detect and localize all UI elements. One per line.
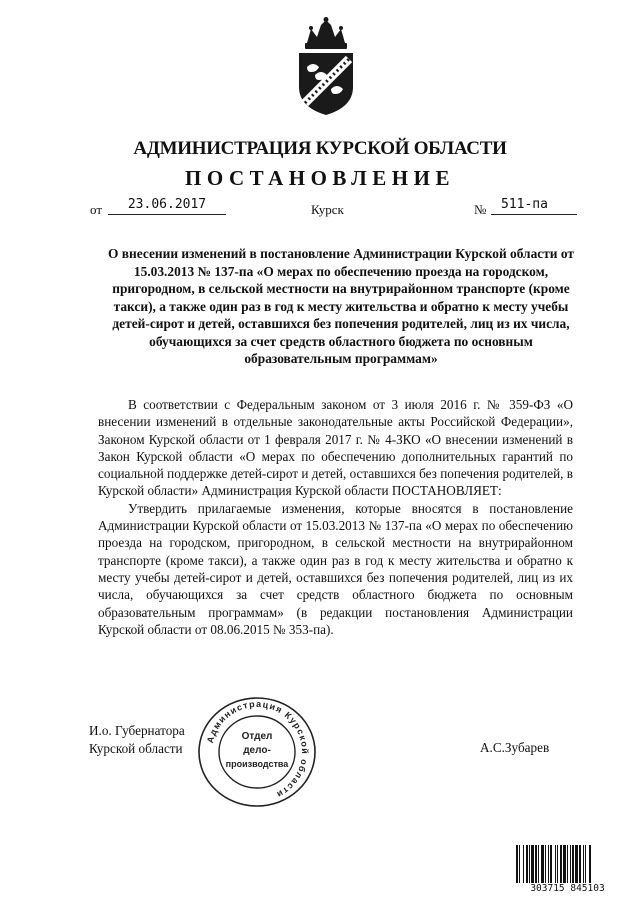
barcode-bar [560, 845, 562, 885]
barcode-bar [545, 845, 546, 885]
barcode-bar [579, 845, 581, 885]
barcode-bar [583, 845, 584, 885]
barcode-bar [516, 845, 518, 885]
barcode-bar [548, 845, 549, 885]
barcode-bar [557, 845, 558, 885]
document-date: 23.06.2017 [108, 196, 226, 215]
stamp-center-line-2: дело- [243, 745, 271, 756]
barcode-bar [535, 845, 537, 885]
stamp-center-line-3: производства [225, 759, 289, 769]
stamp-center-line-1: Отдел [241, 731, 273, 742]
stamp-ring-path-text: Администрация Курской области [204, 698, 311, 801]
barcode-bar [567, 845, 568, 885]
barcode-bar [572, 845, 574, 885]
barcode-bar [563, 845, 566, 885]
organization-title: АДМИНИСТРАЦИЯ КУРСКОЙ ОБЛАСТИ [133, 138, 507, 159]
barcode-bar [555, 845, 556, 885]
barcode-bar [585, 845, 586, 885]
document-place: Курск [311, 202, 344, 217]
barcode-bar [570, 845, 571, 885]
barcode-bar [541, 845, 544, 885]
signature-title [89, 722, 185, 757]
barcode-bar [550, 845, 552, 885]
barcode-bar [589, 845, 591, 885]
document-type-title: ПОСТАНОВЛЕНИЕ [185, 166, 455, 190]
coat-of-arms-emblem [293, 17, 359, 117]
signature-title-line-2: Курской области [89, 740, 183, 756]
body-paragraph-2: Утвердить прилагаемые изменения, которые вносятся в постановление Администрации Курской области от 15.03.2013 № 137-па «О мерах по обеспечению проезда на городском, пригородном, в сельской местности на внутрирайонном транспорте (кроме такси), а также один раз в год к месту жительства и обратно к месту учебы детей-сирот и детей, оставшихся без попечения родителей, лиц из их числа, обучающихся за счет средств областного бюджета по основным образовательным программам» (в редакции постановления Администрации Курской области от 08.06.2015 № 353-па). [98, 500, 573, 637]
barcode-bar [519, 845, 520, 885]
barcode-bar [531, 845, 534, 885]
barcode-bar [523, 845, 524, 885]
document-number: 511-па [491, 196, 577, 215]
signer-name: А.С.Зубарев [480, 740, 550, 755]
crown-icon [305, 17, 347, 49]
barcode-number: 303715 845103 [515, 883, 620, 894]
number-prefix: № [474, 202, 487, 217]
body-paragraph-1: В соответствии с Федеральным законом от 3 июля 2016 г. № 359-ФЗ «О внесении изменений в отдельные законодательные акты Российской Федерации», Законом Курской области от 1 февраля 2017 г. № 4-ЗКО «О внесении изменений в Закон Курской области «О мерах по обеспечению дополнительных гарантий по социальной поддержке детей-сирот и детей, оставшихся без попечения родителей, в Курской области» Администрация Курской области ПОСТАНОВЛЯЕТ: [98, 397, 573, 499]
date-prefix: от [90, 202, 103, 217]
document-subject: О внесении изменений в постановление Администрации Курской области от 15.03.2013 № 137-па «О мерах по обеспечению проезда на городском, пригородном, в сельской местности на внутрирайонном транспорте (кроме такси), а также один раз в год к месту жительства и обратно к месту учебы детей-сирот и детей, оставшихся без попечения родителей, лиц из их числа, обучающихся за счет средств областного бюджета по основным образовательным программам» [108, 246, 574, 366]
barcode-bar [575, 845, 578, 885]
signature-title-line-1: И.о. Губернатора [89, 723, 185, 738]
document-body [98, 396, 573, 638]
barcode-bar [526, 845, 528, 885]
office-stamp [196, 695, 318, 810]
barcode-bar [538, 845, 539, 885]
shield-icon [299, 53, 353, 115]
barcode-bar [529, 845, 530, 885]
